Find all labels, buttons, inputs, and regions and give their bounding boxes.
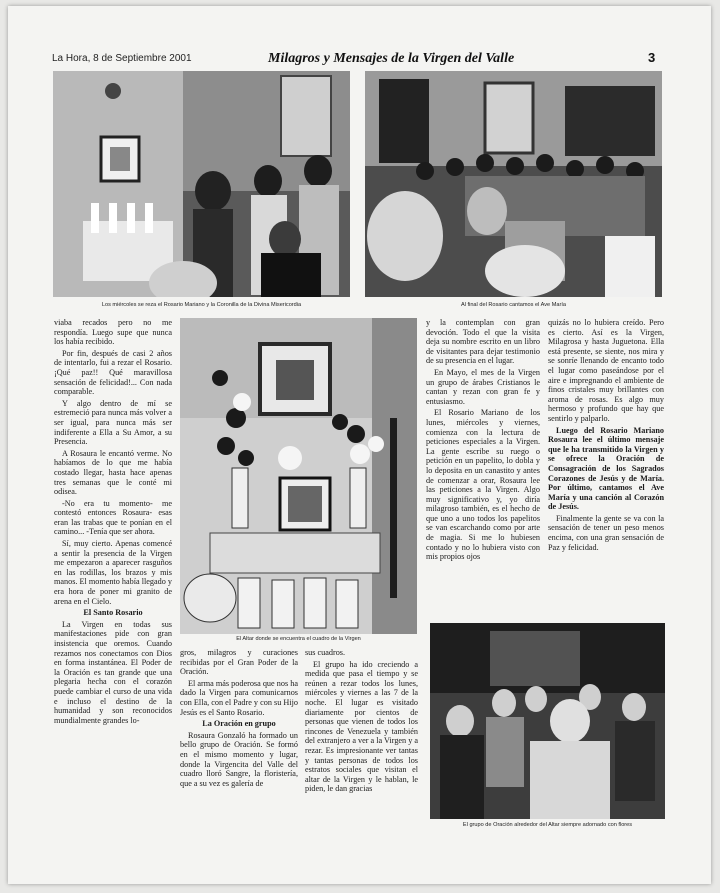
paragraph: y la contemplan con gran devoción. Todo el que la visita deja su nombre escrito en un libro de visitantes para dejar testimonio de su presencia en el lugar. bbox=[426, 318, 540, 366]
subheading-santo-rosario: El Santo Rosario bbox=[83, 608, 143, 618]
paragraph: quizás no lo hubiera creído. Pero es cierto. Así es la Virgen, Milagrosa y hasta Juguetona. Ella está presente, se siente, nos mira y se sonríe llenando de encanto todo el lugar como paseándose por el aire e impregnando el ambiente de finos cristales muy brillantes con aroma de rosas. Es algo muy hermoso y profundo que hay que sentirlo y palparlo. bbox=[548, 318, 664, 423]
paragraph: -No era tu momento- me contestó entonces Rosaura- esas eran las trabas que te ponían en el camino... -Tenía que ser ahora. bbox=[54, 498, 172, 537]
paragraph: La Virgen en todas sus manifestaciones pide con gran insistencia que oremos. Cuando rezamos nos conectamos con Dios en forma instantánea. El Poder de la Oración es tan grande que una plegaria hecha con el corazón puede cambiar el curso de una vida e incluso el destino de la humanidad y son reconocidos mundialmente grandes lo- bbox=[54, 619, 172, 725]
paragraph: Sí, muy cierto. Apenas comencé a sentir la presencia de la Virgen me empezaron a aparecer rasguños en las rodillas, los brazos y mis manos. El momento había llegado y era hora de poner mi granito de arena en el Cielo. bbox=[54, 539, 172, 606]
photo-caption-2: Al final del Rosario cantamos el Ave María bbox=[461, 302, 566, 308]
paragraph: El Rosario Mariano de los lunes, miércoles y viernes, comienza con la lectura de peticiones especiales a la Virgen. La gente escribe su ruego o petición en un papelito, lo dobla y lo deposita en un canastito y antes de comenzar a orar, Rosaura lee las peticiones a la Virgen. Algo muy significativo y, yo diría milagroso también, es el hecho de que uno a uno todos los papelitos se van escarchando como por arte de magia. Si me lo hubiesen contado y no lo hubiera visto con mis propios ojos bbox=[426, 408, 540, 562]
section-title: Milagros y Mensajes de la Virgen del Valle bbox=[268, 51, 515, 66]
paragraph: Finalmente la gente se va con la sensación de tener un peso menos encima, con una gran sensación de Paz y felicidad. bbox=[548, 513, 664, 552]
article-column-1 bbox=[54, 318, 172, 840]
issue-date: La Hora, 8 de Septiembre 2001 bbox=[52, 53, 192, 64]
paragraph: Por fin, después de casi 2 años de intentarlo, fui a rezar el Rosario. ¡Qué paz!! Qué maravillosa sensación de felicidad!... Con nada comparable. bbox=[54, 348, 172, 397]
article-column-3 bbox=[305, 648, 418, 840]
article-column-4 bbox=[426, 318, 540, 618]
paragraph: Rosaura Gonzaló ha formado un bello grupo de Oración. Se formó en el mismo momento y lugar, donde la Virgencita del Valle del cuadro lloró Sangre, la floristería, que a su vez es galería de bbox=[180, 730, 298, 788]
photo-congregation bbox=[365, 71, 662, 297]
subheading-oracion-grupo: La Oración en grupo bbox=[202, 719, 276, 729]
photo-altar bbox=[180, 318, 417, 634]
photo-caption-4: El grupo de Oración alrededor del Altar siempre adornado con flores bbox=[462, 822, 633, 828]
paragraph: gros, milagros y curaciones recibidas por el Gran Poder de la Oración. bbox=[180, 648, 298, 677]
photo-caption-1: Los miércoles se reza el Rosario Mariano y la Coronilla de la Divina Misericordia bbox=[101, 302, 302, 308]
article-column-5 bbox=[548, 318, 664, 618]
paragraph: En Mayo, el mes de la Virgen un grupo de árabes Cristianos le cantan y rezan con gran fe y entusiasmo. bbox=[426, 367, 540, 406]
paragraph: El arma más poderosa que nos ha dado la Virgen para comunicarnos con Ella, con el Padre y con su Hijo Jesús es el Santo Rosario. bbox=[180, 678, 298, 717]
paragraph: viaba recados pero no me respondía. Luego supe que nunca los había recibido. bbox=[54, 318, 172, 347]
paragraph: Luego del Rosario Mariano Rosaura lee el último mensaje que le ha transmitido la Virgen y se ofrece la Oración de Consagración de los Sagrados Corazones de Jesús y de María. Por último, cantamos el Ave María y una canción al Corazón de Jesús. bbox=[548, 425, 664, 512]
page-number: 3 bbox=[648, 50, 656, 65]
photo-prayer-group bbox=[430, 623, 665, 819]
paragraph: El grupo ha ido creciendo a medida que pasa el tiempo y se reúnen a rezar todos los lunes, miércoles y viernes a las 7 de la noche. El lugar es visitado diariamente por cientos de personas que vienen de todos los rincones de Venezuela y también del extranjero a ver a la Virgen y a rezar. Es impresionante ver tantas y tantas personas de todos los estratos sociales que visitan el altar de la Virgen y le hablan, le piden, le dan gracias bbox=[305, 659, 418, 794]
article-column-2 bbox=[180, 648, 298, 840]
paragraph: A Rosaura le encantó verme. No habíamos de lo que me había costado llegar, hasta hace apenas tres semanas que le conté mi odisea. bbox=[54, 448, 172, 497]
photo-caption-3: El Altar donde se encuentra el cuadro de la Virgen bbox=[236, 636, 361, 642]
paragraph: Y algo dentro de mí se estremeció para nunca más volver a ser igual, para nunca más ser indiferente a Ella a Su Amor, a su Presencia. bbox=[54, 398, 172, 447]
photo-rosary-prayer bbox=[53, 71, 350, 297]
newspaper-page bbox=[8, 6, 711, 884]
paragraph: sus cuadros. bbox=[305, 648, 346, 657]
